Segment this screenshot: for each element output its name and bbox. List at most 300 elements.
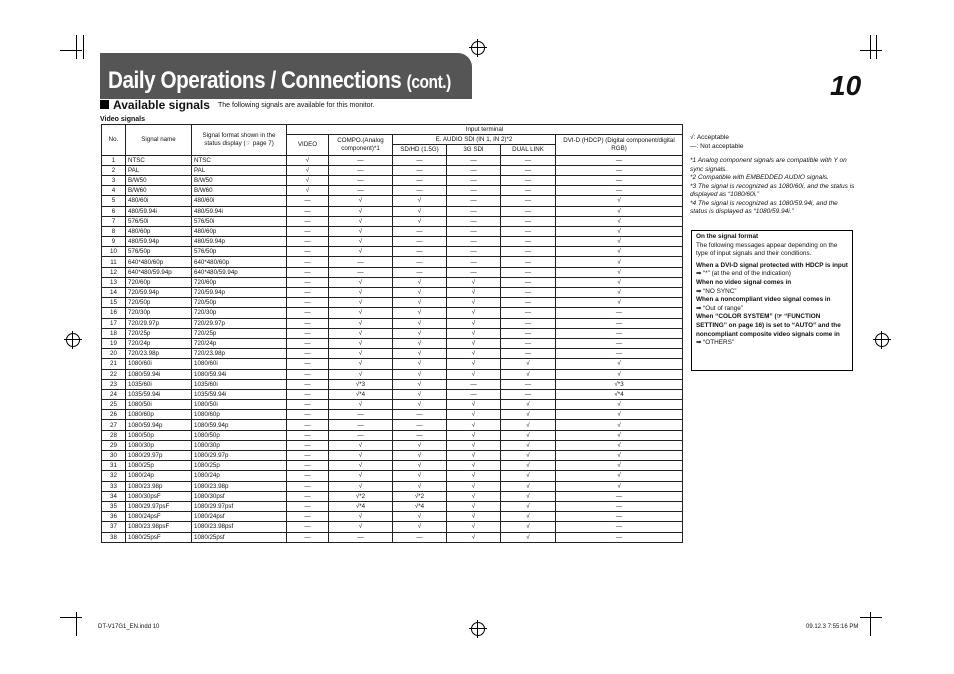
cell-video: √ <box>287 186 329 196</box>
cell-signal-format: 1080/29.97p <box>192 451 287 461</box>
square-bullet-icon <box>100 100 109 109</box>
cell-signal-name: 1080/50i <box>126 400 192 410</box>
table-row <box>102 481 683 491</box>
cell-dvi: — <box>556 501 683 511</box>
cell-dvi: √ <box>556 206 683 216</box>
cell-sdhd: — <box>393 532 447 542</box>
cell-dvi: √ <box>556 471 683 481</box>
table-row <box>102 400 683 410</box>
cell-signal-name: 1035/59.94i <box>126 389 192 399</box>
cell-3g-sdi: √ <box>447 318 501 328</box>
cell-signal-name: 720/29.97p <box>126 318 192 328</box>
cell-sdhd: — <box>393 155 447 165</box>
crop-mark <box>83 35 84 59</box>
cell-signal-name: 1080/60p <box>126 410 192 420</box>
header-dual-link: DUAL LINK <box>501 145 556 155</box>
cell-dvi: √ <box>556 410 683 420</box>
cell-video: — <box>287 440 329 450</box>
cell-dvi: — <box>556 338 683 348</box>
cell-sdhd: √ <box>393 512 447 522</box>
cell-dual-link: — <box>501 298 556 308</box>
cell-dual-link: √ <box>501 501 556 511</box>
cell-no: 23 <box>102 379 126 389</box>
signals-table-body <box>102 155 683 542</box>
section-description: The following signals are available for this monitor. <box>218 102 375 109</box>
cell-video: — <box>287 430 329 440</box>
box-condition-2: When no video signal comes in <box>696 278 792 286</box>
cell-sdhd: √ <box>393 308 447 318</box>
cell-dvi: — <box>556 522 683 532</box>
cell-dvi: √ <box>556 440 683 450</box>
cell-video: — <box>287 420 329 430</box>
cell-sdhd: √ <box>393 196 447 206</box>
registration-mark-icon <box>875 333 889 347</box>
cell-signal-format: 1080/30p <box>192 440 287 450</box>
table-row <box>102 359 683 369</box>
cell-signal-format: 1035/59.94i <box>192 389 287 399</box>
cell-signal-format: 720/50p <box>192 298 287 308</box>
cell-dual-link: √ <box>501 512 556 522</box>
cell-dvi: √ <box>556 257 683 267</box>
cell-video: — <box>287 196 329 206</box>
cell-compo: √ <box>329 237 393 247</box>
cell-video: — <box>287 451 329 461</box>
table-row <box>102 247 683 257</box>
cell-video: — <box>287 400 329 410</box>
cell-no: 18 <box>102 328 126 338</box>
header-no: No. <box>102 125 126 156</box>
cell-compo: √ <box>329 247 393 257</box>
cell-video: — <box>287 267 329 277</box>
table-row <box>102 237 683 247</box>
cell-signal-format: 1080/25p <box>192 461 287 471</box>
cell-dvi: √ <box>556 461 683 471</box>
header-eaudio-sdi: E. AUDIO SDI (IN 1, IN 2)*2 <box>393 135 556 145</box>
cell-signal-name: 1080/23.98psF <box>126 522 192 532</box>
cell-no: 2 <box>102 165 126 175</box>
cell-signal-format: 1080/25psf <box>192 532 287 542</box>
table-row <box>102 379 683 389</box>
cell-compo: — <box>329 175 393 185</box>
cell-dvi: √*3 <box>556 379 683 389</box>
cell-no: 12 <box>102 267 126 277</box>
cell-sdhd: √ <box>393 369 447 379</box>
cell-signal-format: PAL <box>192 165 287 175</box>
box-result-3: ➡ “Out of range” <box>696 304 743 312</box>
cell-compo: √ <box>329 196 393 206</box>
cell-3g-sdi: √ <box>447 359 501 369</box>
cell-signal-name: B/W50 <box>126 175 192 185</box>
footer-file-info: DT-V17G1_EN.indd 10 <box>98 624 160 630</box>
cell-signal-format: 1080/60p <box>192 410 287 420</box>
cell-video: — <box>287 522 329 532</box>
crop-mark <box>60 617 82 618</box>
cell-dual-link: — <box>501 277 556 287</box>
cell-signal-format: 1080/59.94p <box>192 420 287 430</box>
table-row <box>102 308 683 318</box>
header-signal-format: Signal format shown in the status display (☞ page 7) <box>192 125 287 156</box>
cell-no: 10 <box>102 247 126 257</box>
cell-3g-sdi: √ <box>447 420 501 430</box>
cell-compo: √ <box>329 349 393 359</box>
cell-dual-link: — <box>501 288 556 298</box>
cell-signal-name: 1080/29.97p <box>126 451 192 461</box>
cell-dvi: √*4 <box>556 389 683 399</box>
cell-video: — <box>287 298 329 308</box>
cell-signal-name: B/W60 <box>126 186 192 196</box>
cell-compo: √ <box>329 512 393 522</box>
cell-dual-link: — <box>501 379 556 389</box>
cell-compo: √*3 <box>329 379 393 389</box>
cell-3g-sdi: √ <box>447 471 501 481</box>
cell-sdhd: √*2 <box>393 491 447 501</box>
cell-signal-name: 1080/24p <box>126 471 192 481</box>
cell-signal-format: 1080/23.98p <box>192 481 287 491</box>
cell-signal-format: B/W60 <box>192 186 287 196</box>
cell-video: — <box>287 206 329 216</box>
header-video: VIDEO <box>287 135 329 155</box>
cell-signal-name: 1080/59.94p <box>126 420 192 430</box>
cell-sdhd: √ <box>393 206 447 216</box>
cell-signal-format: 480/60p <box>192 226 287 236</box>
header-compo: COMPO.(Analog component)*1 <box>329 135 393 155</box>
cell-dvi: √ <box>556 400 683 410</box>
cell-signal-format: 720/24p <box>192 338 287 348</box>
cell-no: 17 <box>102 318 126 328</box>
cell-dvi: √ <box>556 277 683 287</box>
cell-dvi: √ <box>556 226 683 236</box>
cell-dual-link: — <box>501 155 556 165</box>
cell-signal-format: 720/60p <box>192 277 287 287</box>
cell-video: — <box>287 338 329 348</box>
cell-dual-link: √ <box>501 410 556 420</box>
cell-sdhd: √ <box>393 440 447 450</box>
cell-dvi: — <box>556 512 683 522</box>
cell-no: 37 <box>102 522 126 532</box>
cell-compo: — <box>329 257 393 267</box>
cell-dvi: √ <box>556 369 683 379</box>
box-result-4: ➡ “OTHERS” <box>696 339 735 347</box>
table-row <box>102 369 683 379</box>
cell-dual-link: — <box>501 257 556 267</box>
cell-no: 28 <box>102 430 126 440</box>
cell-no: 29 <box>102 440 126 450</box>
cell-sdhd: √ <box>393 389 447 399</box>
cell-compo: √*4 <box>329 501 393 511</box>
cell-no: 11 <box>102 257 126 267</box>
cell-no: 26 <box>102 410 126 420</box>
crop-mark <box>76 35 77 59</box>
cell-video: — <box>287 257 329 267</box>
cell-compo: √ <box>329 522 393 532</box>
box-result-2: ➡ “NO SYNC” <box>696 287 737 295</box>
cell-signal-name: NTSC <box>126 155 192 165</box>
footnote-4: *4 The signal is recognized as 1080/59.94i, and the status is displayed as “1080/59.94i.” <box>690 199 838 215</box>
cell-video: — <box>287 532 329 542</box>
cell-dual-link: √ <box>501 471 556 481</box>
cell-sdhd: √ <box>393 400 447 410</box>
cell-compo: — <box>329 155 393 165</box>
registration-mark-icon <box>471 41 485 55</box>
table-row <box>102 318 683 328</box>
cell-video: — <box>287 481 329 491</box>
table-row <box>102 186 683 196</box>
cell-video: — <box>287 369 329 379</box>
cell-3g-sdi: — <box>447 196 501 206</box>
cell-compo: √ <box>329 451 393 461</box>
cell-dvi: — <box>556 349 683 359</box>
cell-compo: √ <box>329 481 393 491</box>
cell-signal-format: 720/29.97p <box>192 318 287 328</box>
cell-dual-link: — <box>501 226 556 236</box>
cell-3g-sdi: √ <box>447 501 501 511</box>
cell-sdhd: √ <box>393 216 447 226</box>
cell-no: 15 <box>102 298 126 308</box>
table-row <box>102 430 683 440</box>
crop-mark <box>870 612 871 636</box>
cell-signal-name: 576/50p <box>126 247 192 257</box>
table-row <box>102 461 683 471</box>
cell-dual-link: √ <box>501 400 556 410</box>
footnotes <box>690 134 855 217</box>
cell-no: 34 <box>102 491 126 501</box>
cell-no: 7 <box>102 216 126 226</box>
cell-3g-sdi: √ <box>447 481 501 491</box>
cell-signal-format: 576/50i <box>192 216 287 226</box>
cell-compo: √ <box>329 471 393 481</box>
cell-no: 27 <box>102 420 126 430</box>
table-row <box>102 175 683 185</box>
signal-format-box <box>691 230 853 371</box>
cell-dual-link: — <box>501 267 556 277</box>
cell-compo: — <box>329 267 393 277</box>
cell-3g-sdi: √ <box>447 400 501 410</box>
cell-3g-sdi: √ <box>447 410 501 420</box>
cell-3g-sdi: — <box>447 175 501 185</box>
cell-compo: √ <box>329 216 393 226</box>
cell-dvi: √ <box>556 298 683 308</box>
cell-no: 36 <box>102 512 126 522</box>
cell-signal-format: 1080/50p <box>192 430 287 440</box>
cell-no: 19 <box>102 338 126 348</box>
cell-sdhd: — <box>393 430 447 440</box>
header-sdhd: SD/HD (1.5G) <box>393 145 447 155</box>
footnote-3: *3 The signal is recognized as 1080/60i, and the status is displayed as “1080/60i.” <box>690 182 855 198</box>
cell-dvi: √ <box>556 420 683 430</box>
subsection-title: Video signals <box>100 116 145 123</box>
cell-no: 14 <box>102 288 126 298</box>
cell-video: — <box>287 461 329 471</box>
cell-sdhd: — <box>393 186 447 196</box>
page-title-suffix: (cont.) <box>406 72 451 92</box>
cell-dvi: √ <box>556 288 683 298</box>
table-row <box>102 349 683 359</box>
cell-3g-sdi: — <box>447 257 501 267</box>
cell-3g-sdi: — <box>447 165 501 175</box>
cell-signal-name: 480/59.94p <box>126 237 192 247</box>
cell-3g-sdi: √ <box>447 491 501 501</box>
box-result-1: ➡ “*” (at the end of the indication) <box>696 270 791 278</box>
cell-sdhd: — <box>393 257 447 267</box>
cell-video: — <box>287 308 329 318</box>
cell-dvi: — <box>556 175 683 185</box>
cell-3g-sdi: √ <box>447 430 501 440</box>
cell-compo: — <box>329 532 393 542</box>
table-row <box>102 451 683 461</box>
cell-dual-link: √ <box>501 440 556 450</box>
title-banner <box>100 53 472 99</box>
cell-no: 33 <box>102 481 126 491</box>
cell-sdhd: √ <box>393 379 447 389</box>
cell-dual-link: √ <box>501 522 556 532</box>
cell-video: — <box>287 491 329 501</box>
cell-signal-format: 1035/60i <box>192 379 287 389</box>
footnote-2: *2 Compatible with EMBEDDED AUDIO signals. <box>690 174 829 181</box>
cell-dual-link: — <box>501 206 556 216</box>
table-row <box>102 532 683 542</box>
cell-dvi: √ <box>556 216 683 226</box>
cell-video: — <box>287 277 329 287</box>
cell-compo: √ <box>329 298 393 308</box>
cell-compo: √ <box>329 288 393 298</box>
cell-dual-link: — <box>501 318 556 328</box>
cell-no: 25 <box>102 400 126 410</box>
cell-no: 4 <box>102 186 126 196</box>
cell-signal-name: 720/23.98p <box>126 349 192 359</box>
cell-dual-link: √ <box>501 359 556 369</box>
cell-dual-link: √ <box>501 461 556 471</box>
crop-mark <box>870 35 871 59</box>
cell-video: — <box>287 247 329 257</box>
cell-3g-sdi: √ <box>447 328 501 338</box>
cell-3g-sdi: — <box>447 267 501 277</box>
cell-video: — <box>287 512 329 522</box>
cell-no: 22 <box>102 369 126 379</box>
cell-dvi: √ <box>556 247 683 257</box>
section-title-text: Available signals <box>113 98 210 112</box>
cell-compo: √ <box>329 328 393 338</box>
cell-dvi: √ <box>556 481 683 491</box>
crop-mark <box>60 50 82 51</box>
cell-video: — <box>287 379 329 389</box>
cell-dual-link: √ <box>501 420 556 430</box>
cell-compo: √ <box>329 318 393 328</box>
cell-sdhd: √*4 <box>393 501 447 511</box>
cell-no: 6 <box>102 206 126 216</box>
registration-mark-icon <box>471 622 485 636</box>
cell-compo: √ <box>329 277 393 287</box>
cell-sdhd: √ <box>393 359 447 369</box>
cell-3g-sdi: — <box>447 155 501 165</box>
cell-signal-name: 640*480/60p <box>126 257 192 267</box>
cell-compo: √ <box>329 461 393 471</box>
table-row <box>102 512 683 522</box>
box-intro: The following messages appear depending on the type of input signals and their conditions. <box>696 241 838 258</box>
cell-no: 8 <box>102 226 126 236</box>
page-title <box>108 67 451 95</box>
cell-compo: √ <box>329 369 393 379</box>
cell-dual-link: — <box>501 338 556 348</box>
cell-compo: — <box>329 165 393 175</box>
cell-3g-sdi: √ <box>447 277 501 287</box>
cell-dual-link: √ <box>501 532 556 542</box>
cell-dvi: — <box>556 165 683 175</box>
header-dvi: DVI-D (HDCP) (Digital component/digital RGB) <box>556 135 683 155</box>
cell-signal-format: 1080/29.97psf <box>192 501 287 511</box>
cell-signal-name: 720/24p <box>126 338 192 348</box>
crop-mark <box>876 35 877 59</box>
cell-signal-name: 480/60i <box>126 196 192 206</box>
header-signal-name: Signal name <box>126 125 192 156</box>
box-condition-4: When “COLOR SYSTEM” (☞ “FUNCTION SETTING” on page 16) is set to “AUTO” and the noncompliant composite video signals come in <box>696 313 841 338</box>
table-row <box>102 338 683 348</box>
table-row <box>102 196 683 206</box>
cell-compo: √ <box>329 440 393 450</box>
cell-compo: √*4 <box>329 389 393 399</box>
cell-dual-link: — <box>501 349 556 359</box>
cell-dual-link: √ <box>501 430 556 440</box>
cell-no: 38 <box>102 532 126 542</box>
cell-dvi: — <box>556 308 683 318</box>
cell-compo: √*2 <box>329 491 393 501</box>
cell-compo: √ <box>329 308 393 318</box>
cell-compo: — <box>329 420 393 430</box>
cell-video: — <box>287 349 329 359</box>
table-row <box>102 491 683 501</box>
cell-video: — <box>287 389 329 399</box>
cell-dual-link: — <box>501 237 556 247</box>
cell-no: 30 <box>102 451 126 461</box>
cell-3g-sdi: √ <box>447 522 501 532</box>
table-row <box>102 165 683 175</box>
table-row <box>102 328 683 338</box>
cell-compo: √ <box>329 400 393 410</box>
cell-video: — <box>287 359 329 369</box>
cell-dvi: — <box>556 328 683 338</box>
cell-3g-sdi: √ <box>447 451 501 461</box>
cell-video: √ <box>287 165 329 175</box>
cell-compo: √ <box>329 206 393 216</box>
cell-sdhd: — <box>393 420 447 430</box>
cell-sdhd: — <box>393 175 447 185</box>
cell-signal-format: 576/50p <box>192 247 287 257</box>
box-condition-1: When a DVI-D signal protected with HDCP is input <box>696 261 848 269</box>
cell-signal-format: 1080/60i <box>192 359 287 369</box>
cell-sdhd: √ <box>393 338 447 348</box>
cell-3g-sdi: √ <box>447 440 501 450</box>
section-title <box>100 98 210 112</box>
legend-not-acceptable: —: Not acceptable <box>690 142 744 150</box>
cell-dvi: √ <box>556 451 683 461</box>
cell-sdhd: — <box>393 410 447 420</box>
cell-dvi: √ <box>556 237 683 247</box>
cell-dual-link: — <box>501 196 556 206</box>
cell-signal-name: PAL <box>126 165 192 175</box>
cell-sdhd: √ <box>393 451 447 461</box>
cell-video: — <box>287 216 329 226</box>
cell-dvi: — <box>556 186 683 196</box>
cell-signal-format: 1080/50i <box>192 400 287 410</box>
cell-video: — <box>287 226 329 236</box>
cell-signal-name: 720/59.94p <box>126 288 192 298</box>
table-row <box>102 440 683 450</box>
cell-3g-sdi: — <box>447 226 501 236</box>
header-input-terminal: Input terminal <box>287 125 683 135</box>
cell-sdhd: — <box>393 226 447 236</box>
signals-table <box>101 124 683 543</box>
cell-dual-link: — <box>501 165 556 175</box>
table-row <box>102 298 683 308</box>
